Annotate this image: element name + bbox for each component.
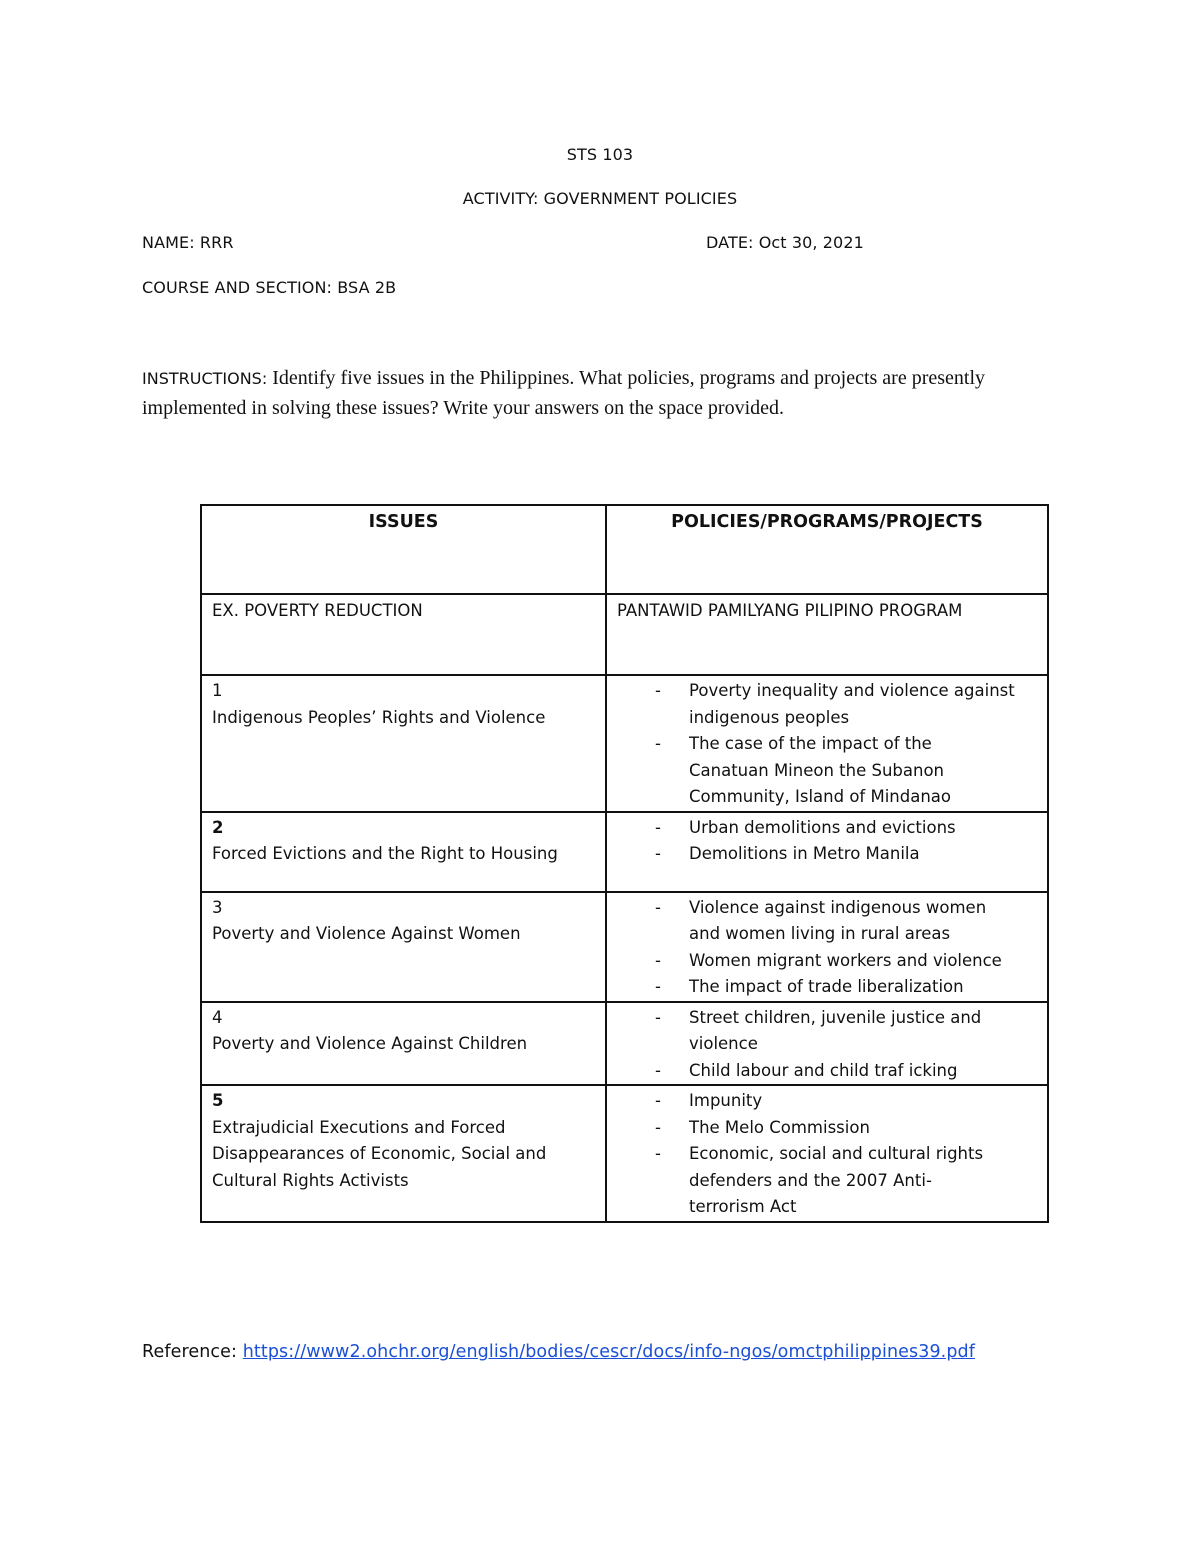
header-issues: ISSUES: [201, 505, 606, 594]
issue-cell: [201, 892, 606, 1002]
example-policy: PANTAWID PAMILYANG PILIPINO PROGRAM: [606, 594, 1048, 675]
activity-title: ACTIVITY: GOVERNMENT POLICIES: [462, 189, 738, 208]
issues-table: [200, 504, 1049, 1223]
policy-item: - Poverty inequality and violence against indigenous peoples: [655, 678, 1037, 731]
issue-cell: [201, 1085, 606, 1222]
issue-cell: [201, 812, 606, 892]
table-header-row: [201, 505, 1048, 594]
issue-cell: [201, 675, 606, 812]
table-row: [201, 1085, 1048, 1222]
issue-title: Extrajudicial Executions and Forced Disappearances of Economic, Social and Cultural Rights Activists: [212, 1117, 547, 1190]
reference-label: Reference:: [142, 1342, 238, 1362]
policy-list: [617, 678, 1037, 811]
policy-item: - The case of the impact of the Canatuan Mineon the Subanon Community, Island of Mindanao: [655, 731, 1037, 811]
policy-list: [617, 895, 1037, 1001]
issue-number: 5: [212, 1091, 224, 1110]
policy-item: - Urban demolitions and evictions: [655, 815, 1037, 842]
document-title: STS 103: [566, 145, 634, 164]
policy-list: [617, 1005, 1037, 1085]
policy-item: - Child labour and child traf icking: [655, 1058, 1037, 1085]
instructions-label: INSTRUCTIONS:: [142, 369, 268, 388]
policy-item: - The impact of trade liberalization: [655, 974, 1037, 1001]
policy-cell: [606, 1085, 1048, 1222]
issue-number: 3: [212, 897, 223, 917]
policy-item: - Street children, juvenile justice and violence: [655, 1005, 1037, 1058]
issue-title: Indigenous Peoples’ Rights and Violence: [212, 707, 546, 727]
table-row: [201, 892, 1048, 1002]
policy-cell: [606, 892, 1048, 1002]
issue-title: Poverty and Violence Against Children: [212, 1034, 528, 1053]
issue-title: Forced Evictions and the Right to Housing: [212, 844, 558, 863]
student-name: NAME: RRR: [142, 233, 234, 252]
policy-item: - Impunity: [655, 1088, 1037, 1115]
instructions-text: Identify five issues in the Philippines. What policies, programs and projects are presently implemented in solving these issues? Write your answers on the space provided.: [142, 367, 986, 419]
policy-list: [617, 1088, 1037, 1221]
header-policies: POLICIES/PROGRAMS/PROJECTS: [606, 505, 1048, 594]
issue-cell: [201, 1002, 606, 1086]
policy-item: - Demolitions in Metro Manila: [655, 841, 1037, 868]
policy-item: - Economic, social and cultural rights defenders and the 2007 Anti-terrorism Act: [655, 1141, 1037, 1221]
course-section: COURSE AND SECTION: BSA 2B: [142, 278, 397, 297]
reference-link[interactable]: https://www2.ohchr.org/english/bodies/cescr/docs/info-ngos/omctphilippines39.pdf: [242, 1342, 976, 1362]
policy-item: - Violence against indigenous women and women living in rural areas: [655, 895, 1037, 948]
example-issue: EX. POVERTY REDUCTION: [201, 594, 606, 675]
policy-item: - The Melo Commission: [655, 1115, 1037, 1142]
policy-list: [617, 815, 1037, 868]
instructions: [142, 364, 1072, 422]
policy-cell: [606, 1002, 1048, 1086]
policy-cell: [606, 675, 1048, 812]
table-row: [201, 675, 1048, 812]
table-row: [201, 1002, 1048, 1086]
policy-cell: [606, 812, 1048, 892]
issue-number: 1: [212, 681, 223, 700]
issue-title: Poverty and Violence Against Women: [212, 924, 521, 943]
activity-date: DATE: Oct 30, 2021: [706, 233, 864, 252]
example-row: [201, 594, 1048, 675]
reference-line: [142, 1342, 975, 1362]
issue-number: 4: [212, 1007, 223, 1027]
table-row: [201, 812, 1048, 892]
policy-item: - Women migrant workers and violence: [655, 948, 1037, 975]
issue-number: 2: [212, 817, 224, 837]
